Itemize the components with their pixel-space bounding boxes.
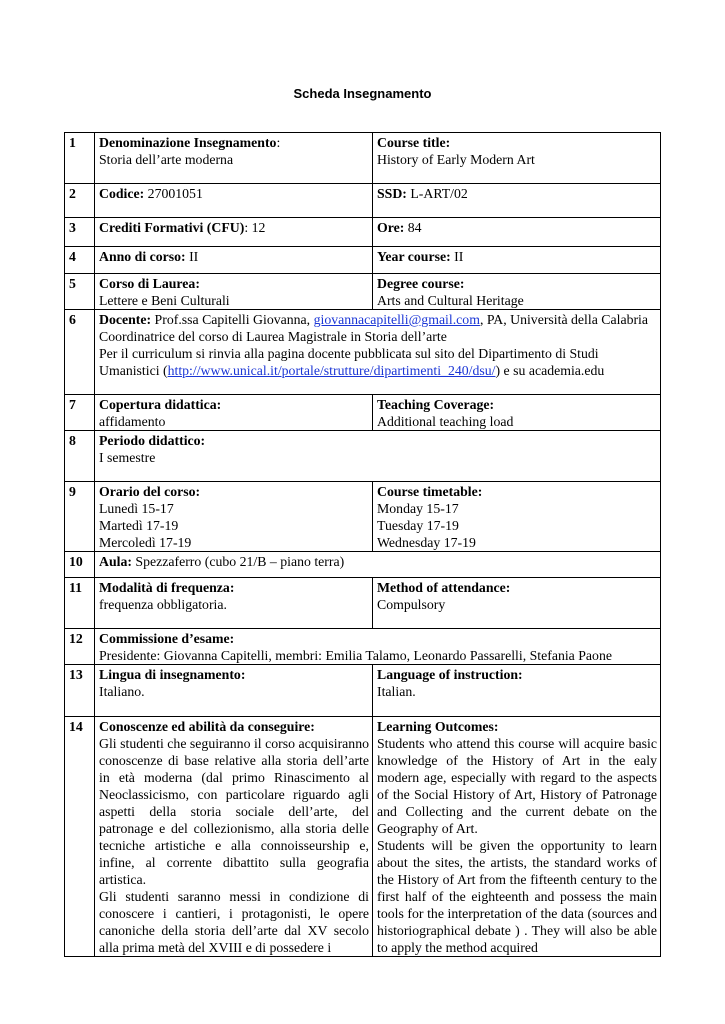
cell-exam-committee [95, 629, 661, 665]
field-label: Periodo didattico: [99, 433, 206, 448]
field-value: Lettere e Beni Culturali [99, 293, 230, 308]
field-label: Teaching Coverage: [377, 397, 495, 412]
field-value: frequenza obbligatoria. [99, 597, 227, 612]
field-label: Orario del corso: [99, 484, 201, 499]
cell-english [373, 395, 661, 431]
field-value: 27001051 [144, 186, 203, 201]
table-row [65, 133, 661, 184]
cell-english [373, 133, 661, 184]
email-link[interactable]: giovannacapitelli@gmail.com [313, 312, 480, 327]
course-info-table [64, 132, 661, 957]
field-label: Course timetable: [377, 484, 483, 499]
field-label: Learning Outcomes: [377, 719, 499, 734]
docente-role: Coordinatrice del corso di Laurea Magistrale in Storia dell’arte [99, 329, 447, 344]
cell-italian [95, 578, 373, 629]
row-number: 10 [65, 552, 95, 578]
field-label-suffix: : [276, 135, 281, 150]
field-label: Aula: [99, 554, 132, 569]
field-value: II [450, 249, 464, 264]
table-row [65, 395, 661, 431]
table-row [65, 310, 661, 395]
table-row [65, 665, 661, 717]
field-label: Corso di Laurea: [99, 276, 200, 291]
field-label: Language of instruction: [377, 667, 523, 682]
table-row [65, 218, 661, 247]
row-number: 3 [65, 218, 95, 247]
docente-name: Prof.ssa Capitelli Giovanna, [151, 312, 314, 327]
field-value: Compulsory [377, 597, 446, 612]
cell-english [373, 247, 661, 274]
document-title: Scheda Insegnamento [293, 86, 432, 101]
department-url-link[interactable]: http://www.unical.it/portale/strutture/dipartimenti_240/dsu/ [167, 363, 496, 378]
row-number: 12 [65, 629, 95, 665]
cell-italian [95, 247, 373, 274]
row-number: 8 [65, 431, 95, 482]
field-value: History of Early Modern Art [377, 152, 535, 167]
cell-period [95, 431, 661, 482]
cell-italian [95, 184, 373, 218]
field-label: Modalità di frequenza: [99, 580, 235, 595]
row-number: 4 [65, 247, 95, 274]
timetable-line: Mercoledì 17-19 [99, 535, 192, 550]
row-number: 6 [65, 310, 95, 395]
field-value: Presidente: Giovanna Capitelli, membri: Emilia Talamo, Leonardo Passarelli, Stefania Paone [99, 648, 612, 663]
cell-italian [95, 717, 373, 957]
table-row [65, 717, 661, 957]
timetable-line: Lunedì 15-17 [99, 501, 174, 516]
field-value: I semestre [99, 450, 156, 465]
paragraph: Gli studenti saranno messi in condizione di conoscere i cantieri, i protagonisti, le opere canoniche della storia dell’arte dal XV secolo alla prima metà del XVIII e di possedere i [99, 889, 369, 955]
field-label: Year course: [377, 249, 451, 264]
table-row [65, 578, 661, 629]
cell-english [373, 717, 661, 957]
cell-english [373, 665, 661, 717]
row-number: 7 [65, 395, 95, 431]
cell-english [373, 218, 661, 247]
cell-english [373, 482, 661, 552]
cell-room [95, 552, 661, 578]
field-value: Italian. [377, 684, 416, 699]
field-value: Arts and Cultural Heritage [377, 293, 524, 308]
timetable-line: Tuesday 17-19 [377, 518, 459, 533]
field-label: Copertura didattica: [99, 397, 222, 412]
table-row [65, 247, 661, 274]
field-label: Commissione d’esame: [99, 631, 235, 646]
cell-italian [95, 482, 373, 552]
curriculum-note-end: ) e su academia.edu [495, 363, 605, 378]
field-label: Denominazione Insegnamento [99, 135, 277, 150]
field-value: : 12 [244, 220, 266, 235]
docente-affiliation: , PA, Università della Calabria [479, 312, 649, 327]
paragraph: Students who attend this course will acquire basic knowledge of the History of Art in the ealy modern age, especially with regard to the aspects of the Social History of Art, History of Patronage and Collecting and the current debate on the Geography of Art. [377, 736, 657, 836]
cell-english [373, 578, 661, 629]
field-value: Spezzaferro (cubo 21/B – piano terra) [131, 554, 345, 569]
field-label: Ore: [377, 220, 405, 235]
row-number: 9 [65, 482, 95, 552]
field-value: L-ART/02 [406, 186, 468, 201]
field-label: Conoscenze ed abilità da conseguire: [99, 719, 315, 734]
field-label: Method of attendance: [377, 580, 511, 595]
table-row [65, 274, 661, 310]
field-label: Crediti Formativi (CFU) [99, 220, 245, 235]
table-row [65, 552, 661, 578]
field-value: Additional teaching load [377, 414, 514, 429]
field-label: SSD: [377, 186, 407, 201]
cell-english [373, 274, 661, 310]
row-number: 2 [65, 184, 95, 218]
field-label: Codice: [99, 186, 145, 201]
cell-italian [95, 274, 373, 310]
cell-italian [95, 665, 373, 717]
row-number: 14 [65, 717, 95, 957]
row-number: 11 [65, 578, 95, 629]
field-value: Storia dell’arte moderna [99, 152, 234, 167]
table-row [65, 629, 661, 665]
field-label: Lingua di insegnamento: [99, 667, 246, 682]
cell-italian [95, 133, 373, 184]
timetable-line: Monday 15-17 [377, 501, 459, 516]
row-number: 13 [65, 665, 95, 717]
curriculum-note: Per il curriculum si rinvia alla pagina docente pubblicata sul sito del Dipartimento di Studi Umanistici ( [99, 346, 599, 378]
field-label: Degree course: [377, 276, 465, 291]
paragraph: Gli studenti che seguiranno il corso acquisiranno conoscenze di base relative alla storia dell’arte in età moderna (dal primo Rinascimento al Neoclassicismo, con particolare riguardo agli aspetti della storia sociale dell’arte, del patronage e del collezionismo, alla storia delle tecniche artistiche e alla connoisseurship e, infine, al corrente dibattito sulla geografia artistica. [99, 736, 369, 887]
cell-english [373, 184, 661, 218]
row-number: 1 [65, 133, 95, 184]
timetable-line: Wednesday 17-19 [377, 535, 476, 550]
field-label: Course title: [377, 135, 451, 150]
field-value: 84 [404, 220, 422, 235]
field-label: Anno di corso: [99, 249, 186, 264]
field-value: Italiano. [99, 684, 145, 699]
cell-italian [95, 218, 373, 247]
field-label: Docente: [99, 312, 152, 327]
table-row [65, 184, 661, 218]
row-number: 5 [65, 274, 95, 310]
paragraph: Students will be given the opportunity to learn about the sites, the artists, the standard works of the History of Art from the fifteenth century to the first half of the eighteenth and possess the main tools for the interpretation of the data (sources and historiographical debate ) . They will also be able to apply the method acquired [377, 838, 657, 955]
field-value: affidamento [99, 414, 166, 429]
table-row [65, 482, 661, 552]
timetable-line: Martedì 17-19 [99, 518, 179, 533]
cell-italian [95, 395, 373, 431]
table-row [65, 431, 661, 482]
field-value: II [185, 249, 199, 264]
cell-docente [95, 310, 661, 395]
